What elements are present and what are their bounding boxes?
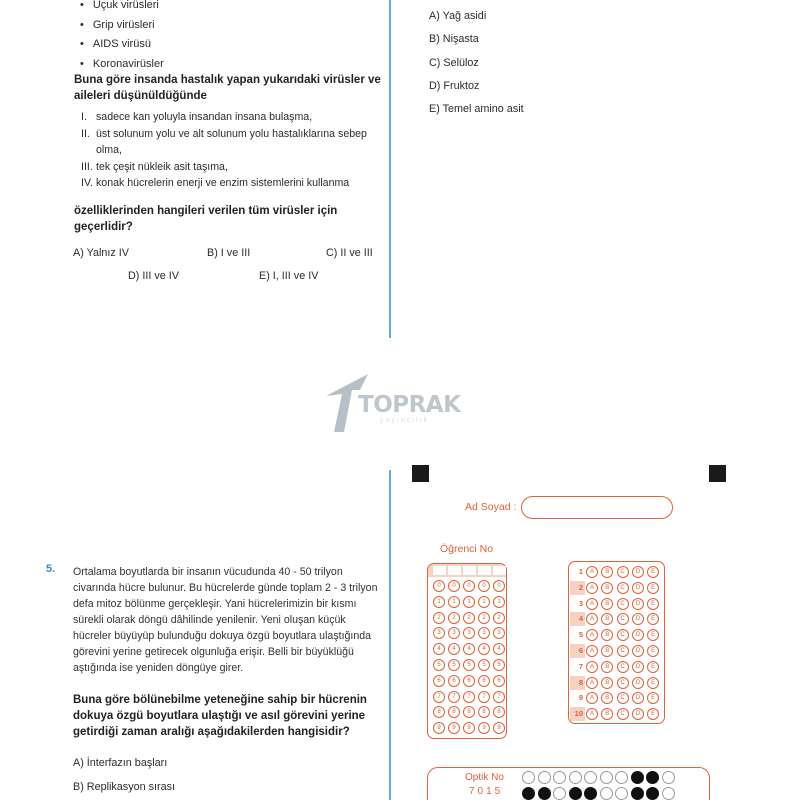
optik-mark-empty [538, 771, 551, 784]
right-options-list [429, 5, 524, 121]
answer-bubble[interactable]: B [601, 598, 613, 610]
question-number: 8 [578, 677, 583, 687]
right-option-d[interactable]: D) Fruktoz [429, 79, 480, 92]
answer-bubble[interactable]: C [617, 692, 629, 704]
digit-bubble[interactable]: 9 [463, 722, 475, 734]
digit-box[interactable] [448, 566, 461, 575]
digit-bubble[interactable]: 1 [478, 596, 490, 608]
list-item: • Uçuk virüsleri [80, 0, 164, 16]
q5-question: Buna göre bölünebilme yeteneğine sahip bir hücrenin dokuya özgü boyutlara ulaştığı ve asıl görevini yerine getirdiği zaman aralığı aşağıdakilerden hangisidir? [73, 694, 367, 738]
q4-question: özelliklerinden hangileri verilen tüm virüsler için geçerlidir? [74, 205, 338, 233]
name-field[interactable] [521, 496, 673, 519]
digit-bubble[interactable]: 2 [433, 612, 445, 624]
digit-bubble[interactable]: 1 [448, 596, 460, 608]
digit-bubble[interactable]: 4 [433, 643, 445, 655]
watermark-brand: TOPRAK [358, 392, 461, 418]
answer-bubble[interactable]: A [586, 582, 598, 594]
answer-bubble[interactable]: B [601, 677, 613, 689]
digit-bubble[interactable]: 3 [478, 627, 490, 639]
answer-bubble[interactable]: C [617, 598, 629, 610]
right-option-a[interactable]: A) Yağ asidi [429, 10, 487, 22]
answer-bubble[interactable]: D [632, 629, 644, 641]
list-item: • Grip virüsleri [80, 16, 164, 36]
q4-option-d[interactable]: D) III ve IV [128, 270, 179, 282]
optik-mark-empty [522, 771, 535, 784]
statement-text: üst solunum yolu ve alt solunum yolu hastalıklarına sebep olma, [96, 127, 367, 156]
statement-1 [81, 109, 381, 126]
statement-2 [81, 126, 381, 159]
answer-bubble[interactable]: A [586, 692, 598, 704]
digit-bubble[interactable]: 7 [493, 691, 505, 703]
digit-box[interactable] [463, 566, 476, 575]
optik-mark-filled [646, 787, 659, 800]
answer-bubble[interactable]: C [617, 661, 629, 673]
question-number: 4 [578, 614, 583, 624]
optik-mark-empty [553, 787, 566, 800]
statement-number: II. [81, 127, 90, 140]
digit-bubble[interactable]: 8 [448, 706, 460, 718]
digit-bubble[interactable]: 3 [493, 627, 505, 639]
question-number: 9 [578, 693, 583, 703]
statement-text: konak hücrelerin enerji ve enzim sistemlerini kullanma [96, 177, 350, 189]
q5-options [73, 751, 175, 799]
answer-bubble[interactable]: E [647, 566, 659, 578]
answer-bubble[interactable]: E [647, 582, 659, 594]
digit-bubble[interactable]: 2 [478, 612, 490, 624]
name-label: Ad Soyad : [465, 501, 517, 513]
digit-bubble[interactable]: 5 [448, 659, 460, 671]
digit-bubble[interactable]: 5 [463, 659, 475, 671]
optik-mark-filled [584, 787, 597, 800]
answer-bubble[interactable]: D [632, 598, 644, 610]
optik-no-label: Optik No [465, 772, 504, 783]
digit-bubble[interactable]: 0 [463, 580, 475, 592]
digit-bubble[interactable]: 0 [478, 580, 490, 592]
student-number-header [428, 564, 506, 577]
q5-number: 5. [46, 563, 56, 575]
answer-bubble[interactable]: E [647, 598, 659, 610]
digit-box[interactable] [493, 566, 506, 575]
optik-mark-empty [584, 771, 597, 784]
digit-bubble[interactable]: 9 [448, 722, 460, 734]
digit-bubble[interactable]: 7 [463, 691, 475, 703]
digit-bubble[interactable]: 9 [493, 722, 505, 734]
answer-bubble[interactable]: D [632, 708, 644, 720]
digit-bubble[interactable]: 6 [493, 675, 505, 687]
q4-option-b[interactable]: B) I ve III [207, 247, 251, 259]
list-item: • Koronavirüsler [80, 55, 164, 75]
optik-mark-empty [553, 771, 566, 784]
list-item: • AIDS virüsü [80, 35, 164, 55]
digit-bubble[interactable]: 2 [493, 612, 505, 624]
right-option-b[interactable]: B) Nişasta [429, 33, 479, 46]
answer-bubble[interactable]: B [601, 613, 613, 625]
question-number: 6 [578, 646, 583, 655]
answer-bubble[interactable]: C [617, 677, 629, 689]
digit-bubble[interactable]: 8 [463, 706, 475, 718]
answer-bubble[interactable]: A [586, 613, 598, 625]
optik-mark-filled [569, 787, 582, 800]
digit-bubble[interactable]: 1 [463, 596, 475, 608]
digit-bubble[interactable]: 8 [493, 706, 505, 718]
digit-bubble[interactable]: 7 [478, 691, 490, 703]
digit-box[interactable] [433, 566, 446, 575]
optik-code: 7015 [469, 786, 504, 797]
question-number: 10 [574, 709, 583, 719]
optik-mark-filled [538, 787, 551, 800]
digit-bubble[interactable]: 4 [478, 643, 490, 655]
answer-bubble[interactable]: D [632, 566, 644, 578]
digit-bubble[interactable]: 8 [433, 706, 445, 718]
answer-bubble[interactable]: D [632, 692, 644, 704]
optik-mark-empty [615, 787, 628, 800]
digit-bubble[interactable]: 4 [463, 643, 475, 655]
digit-bubble[interactable]: 6 [463, 675, 475, 687]
answer-bubble[interactable]: E [647, 677, 659, 689]
answer-bubble[interactable]: A [586, 645, 598, 657]
column-divider-bottom [389, 470, 391, 800]
student-no-label: Öğrenci No [440, 543, 494, 555]
answer-bubble[interactable]: C [617, 582, 629, 594]
watermark-subtitle: yayıncılık [380, 417, 430, 424]
q4-option-c[interactable]: C) II ve III [326, 247, 373, 259]
answer-bubble[interactable]: A [586, 677, 598, 689]
digit-bubble[interactable]: 2 [448, 612, 460, 624]
column-divider-top [389, 0, 391, 338]
optik-mark-empty [600, 787, 613, 800]
student-number-grid [427, 563, 507, 739]
answer-bubble[interactable]: D [632, 677, 644, 689]
question-number: 5 [578, 630, 583, 640]
answer-bubble[interactable]: E [647, 692, 659, 704]
digit-bubble[interactable]: 8 [478, 706, 490, 718]
statement-3 [81, 159, 381, 176]
answer-bubble[interactable]: A [586, 598, 598, 610]
answer-bubble[interactable]: C [617, 645, 629, 657]
q5-option-a[interactable]: A) İnterfazın başları [73, 757, 168, 769]
digit-bubble[interactable]: 4 [493, 643, 505, 655]
q4-statements [81, 109, 381, 192]
statement-number: I. [81, 111, 87, 123]
answer-bubble[interactable]: E [647, 708, 659, 720]
digit-box[interactable] [478, 566, 491, 575]
question-number: 7 [578, 661, 583, 671]
optik-mark-filled [522, 787, 535, 800]
digit-bubble[interactable]: 5 [478, 659, 490, 671]
q5-option-b[interactable]: B) Replikasyon sırası [73, 781, 176, 793]
optik-mark-empty [615, 771, 628, 784]
q4-stem: Buna göre insanda hastalık yapan yukarıdaki virüsler ve aileleri düşünüldüğünde [74, 74, 381, 102]
answer-bubble[interactable]: C [617, 708, 629, 720]
answer-bubble[interactable]: C [617, 566, 629, 578]
digit-bubble[interactable]: 6 [433, 675, 445, 687]
digit-bubble[interactable]: 1 [493, 596, 505, 608]
optik-mark-filled [631, 771, 644, 784]
question-number: 3 [578, 598, 583, 608]
answer-bubble[interactable]: D [632, 613, 644, 625]
digit-bubble[interactable]: 0 [433, 580, 445, 592]
virus-list [80, 0, 164, 74]
optik-mark-empty [600, 771, 613, 784]
digit-bubble[interactable]: 3 [448, 627, 460, 639]
answer-bubble[interactable]: E [647, 629, 659, 641]
answer-bubble[interactable]: A [586, 661, 598, 673]
answer-bubble[interactable]: E [647, 613, 659, 625]
answer-bubble[interactable]: B [601, 645, 613, 657]
digit-bubble[interactable]: 5 [493, 659, 505, 671]
optik-mark-empty [662, 787, 675, 800]
statement-number: IV. [81, 177, 93, 189]
answer-bubble[interactable]: C [617, 613, 629, 625]
digit-bubble[interactable]: 2 [463, 612, 475, 624]
digit-bubble[interactable]: 7 [433, 691, 445, 703]
question-number: 1 [578, 567, 583, 576]
answer-bubble[interactable]: A [586, 566, 598, 578]
q4-option-a[interactable]: A) Yalnız IV [73, 247, 130, 259]
registration-mark [412, 465, 429, 482]
answer-bubble[interactable]: A [586, 629, 598, 641]
optik-mark-filled [646, 771, 659, 784]
digit-bubble[interactable]: 6 [478, 675, 490, 687]
digit-bubble[interactable]: 5 [433, 659, 445, 671]
answer-bubble[interactable]: E [647, 661, 659, 673]
answer-bubble[interactable]: B [601, 566, 613, 578]
answer-bubble[interactable]: D [632, 661, 644, 673]
digit-bubble[interactable]: 7 [448, 691, 460, 703]
optik-mark-filled [631, 787, 644, 800]
optik-mark-empty [569, 771, 582, 784]
answer-bubble[interactable]: A [586, 708, 598, 720]
answer-bubble[interactable]: D [632, 582, 644, 594]
statement-number: III. [81, 160, 93, 173]
digit-bubble[interactable]: 0 [448, 580, 460, 592]
answer-bubble[interactable]: D [632, 645, 644, 657]
answer-bubble[interactable]: B [601, 629, 613, 641]
digit-bubble[interactable]: 0 [493, 580, 505, 592]
digit-bubble[interactable]: 9 [478, 722, 490, 734]
answer-bubble[interactable]: C [617, 629, 629, 641]
digit-bubble[interactable]: 9 [433, 722, 445, 734]
digit-bubble[interactable]: 6 [448, 675, 460, 687]
answer-bubble[interactable]: B [601, 582, 613, 594]
answer-bubble[interactable]: B [601, 692, 613, 704]
answer-bubble[interactable]: B [601, 708, 613, 720]
right-option-e[interactable]: E) Temel amino asit [429, 103, 524, 116]
question-number: 2 [578, 582, 583, 592]
registration-mark [709, 465, 726, 482]
q4-option-e[interactable]: E) I, III ve IV [259, 270, 319, 282]
right-option-c[interactable]: C) Selüloz [429, 56, 479, 69]
statement-text: sadece kan yoluyla insandan insana bulaşma, [96, 111, 313, 123]
digit-bubble[interactable]: 3 [433, 627, 445, 639]
statement-text: tek çeşit nükleik asit taşıma, [96, 160, 228, 173]
publisher-watermark [322, 372, 462, 434]
answer-bubble[interactable]: B [601, 661, 613, 673]
digit-bubble[interactable]: 4 [448, 643, 460, 655]
optik-mark-empty [662, 771, 675, 784]
digit-bubble[interactable]: 1 [433, 596, 445, 608]
digit-bubble[interactable]: 3 [463, 627, 475, 639]
q5-passage: Ortalama boyutlarda bir insanın vücudunda 40 - 50 trilyon civarında hücre bulunur. Bu hücrelerde günde toplam 2 - 3 trilyon defa mitoz bölünme gerçekleşir. Yani hücrelerimizin bir kısmı sürekli olarak döngü dâhilinde yenilenir. Yeni oluşan küçük hücreler büyüyüp bulunduğu dokuya özgü boyutlara ulaştığında görevini yerine getirecek olgunluğa erişir. Belli bir büyüklüğü aştığında ise yeniden döngüye girer. [73, 566, 378, 674]
answer-bubble[interactable]: E [647, 645, 659, 657]
statement-4 [81, 175, 381, 192]
answer-grid [568, 561, 665, 724]
